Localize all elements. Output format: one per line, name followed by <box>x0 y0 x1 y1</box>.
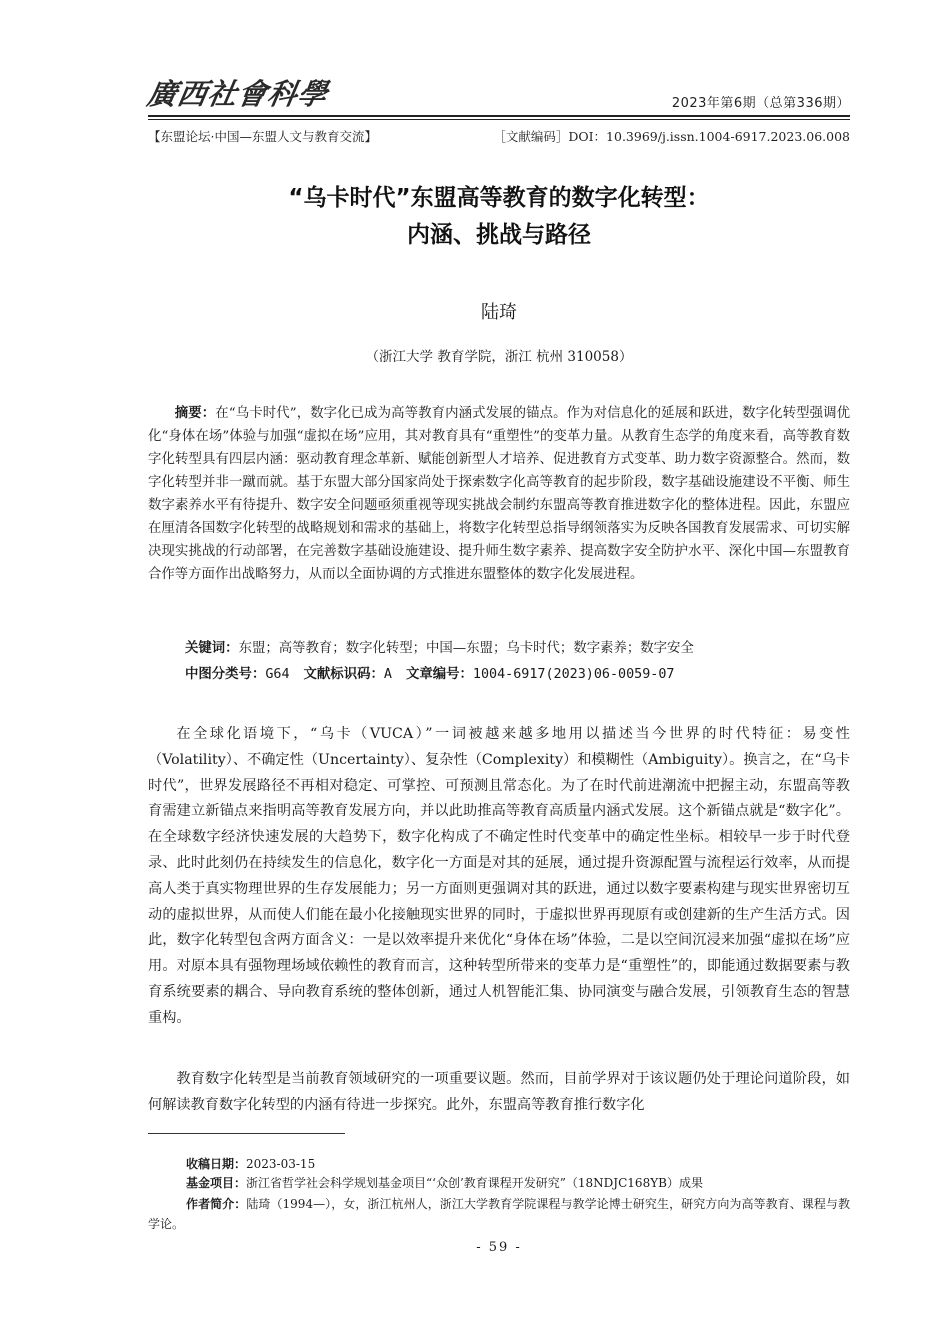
body-paragraph: 在全球化语境下，“乌卡（VUCA）”一词被越来越多地用以描述当今世界的时代特征：易变性（Volatility）、不确定性（Uncertainty）、复杂性（Complexity）和模糊性（Ambiguity）。换言之，在“乌卡时代”，世界发展路径不再相对稳定、可掌控、可预测且常态化。为了在时代前进潮流中把握主动，东盟高等教育需建立新锚点来指明高等教育发展方向，并以此助推高等教育高质量内涵式发展。这个新锚点就是“数字化”。在全球数字经济快速发展的大趋势下，数字化构成了不确定性时代变革中的确定性坐标。相较早一步于时代登录、此时此刻仍在持续发生的信息化，数字化一方面是对其的延展，通过提升资源配置与流程运行效率，从而提高人类于真实物理世界的生存发展能力；另一方面则更强调对其的跃进，通过以数字要素构建与现实世界密切互动的虚拟世界，从而使人们能在最小化接触现实世界的同时，于虚拟世界再现原有或创建新的生产生活方式。因此，数字化转型包含两方面含义：一是以效率提升来优化“身体在场”体验，二是以空间沉浸来加强“虚拟在场”应用。对原本具有强物理场域依赖性的教育而言，这种转型所带来的变革力是“重塑性”的，即能通过数据要素与教育系统要素的耦合、导向教育系统的整体创新，通过人机智能汇集、协同演变与融合发展，引领教育生态的智慧重构。 <box>148 726 850 1026</box>
clc-value: G64 <box>265 667 290 682</box>
article-no-label: 文章编号： <box>405 667 473 682</box>
abstract-label: 摘要： <box>174 406 216 421</box>
fund-text: 浙江省哲学社会科学规划基金项目“‘众创’教育课程开发研究”（18NDJC168YB）成果 <box>246 1176 703 1190</box>
title-line-2: 内涵、挑战与路径 <box>407 222 591 248</box>
classification-line <box>148 663 850 686</box>
abstract-text: 在“乌卡时代”，数字化已成为高等教育内涵式发展的锚点。作为对信息化的延展和跃进，数字化转型强调优化“身体在场”体验与加强“虚拟在场”应用，其对教育具有“重塑性”的变革力量。从教育生态学的角度来看，高等教育数字化转型具有四层内涵：驱动教育理念革新、赋能创新型人才培养、促进教育方式变革、助力数字资源整合。然而，数字化转型并非一蹴而就。基于东盟大部分国家尚处于探索数字化高等教育的起步阶段，数字基础设施建设不平衡、师生数字素养水平有待提升、数字安全问题亟须重视等现实挑战会制约东盟高等教育推进数字化的整体进程。因此，东盟应在厘清各国数字化转型的战略规划和需求的基础上，将数字化转型总指导纲领落实为反映各国教育发展需求、可切实解决现实挑战的行动部署，在完善数字基础设施建设、提升师生数字素养、提高数字安全防护水平、深化中国—东盟教育合作等方面作出战略努力，从而以全面协调的方式推进东盟整体的数字化发展进程。 <box>148 406 850 582</box>
doc-code-value: A <box>383 667 392 682</box>
author-bio-text: 陆琦（1994—），女，浙江杭州人，浙江大学教育学院课程与教学论博士研究生，研究方向为高等教育、课程与教学论。 <box>148 1197 850 1231</box>
footnote-author-bio <box>148 1194 850 1234</box>
footnote-received <box>148 1154 850 1174</box>
body-paragraph: 教育数字化转型是当前教育领域研究的一项重要议题。然而，目前学界对于该议题仍处于理论问道阶段，如何解读教育数字化转型的内涵有待进一步探究。此外，东盟高等教育推行数字化 <box>148 1071 850 1113</box>
title-line-1: “乌卡时代”东盟高等教育的数字化转型： <box>288 185 710 211</box>
article-no-value: 1004-6917(2023)06-0059-07 <box>472 667 675 682</box>
doc-code-label: 文献标识码： <box>303 667 384 682</box>
received-date: 2023-03-15 <box>246 1157 316 1171</box>
doi-value: DOI：10.3969/j.issn.1004-6917.2023.06.008 <box>568 129 850 144</box>
header-rule <box>148 115 850 117</box>
keywords-text: 东盟；高等教育；数字化转型；中国—东盟；乌卡时代；数字素养；数字安全 <box>238 641 694 656</box>
page-number: - 59 - <box>476 1240 522 1255</box>
clc-label: 中图分类号： <box>185 667 266 682</box>
issue-info: 2023年第6期（总第336期） <box>671 96 850 111</box>
received-label: 收稿日期： <box>186 1157 247 1171</box>
footnote-divider <box>148 1133 345 1134</box>
author-name: 陆琦 <box>481 302 517 323</box>
doi-label: ［文献编码］ <box>493 129 569 144</box>
header-rule-thin <box>148 119 850 120</box>
footnote-fund <box>148 1173 850 1193</box>
article-title <box>148 180 850 254</box>
abstract <box>148 402 850 586</box>
fund-label: 基金项目： <box>186 1176 247 1190</box>
keywords <box>148 637 850 660</box>
author-affiliation: （浙江大学 教育学院，浙江 杭州 310058） <box>365 349 633 365</box>
keywords-label: 关键词： <box>185 641 239 656</box>
journal-logo: 廣西社會科學 <box>144 77 331 111</box>
author-bio-label: 作者简介： <box>186 1197 247 1211</box>
doi-line <box>493 127 850 145</box>
column-tag: 【东盟论坛·中国—东盟人文与教育交流】 <box>148 129 377 144</box>
